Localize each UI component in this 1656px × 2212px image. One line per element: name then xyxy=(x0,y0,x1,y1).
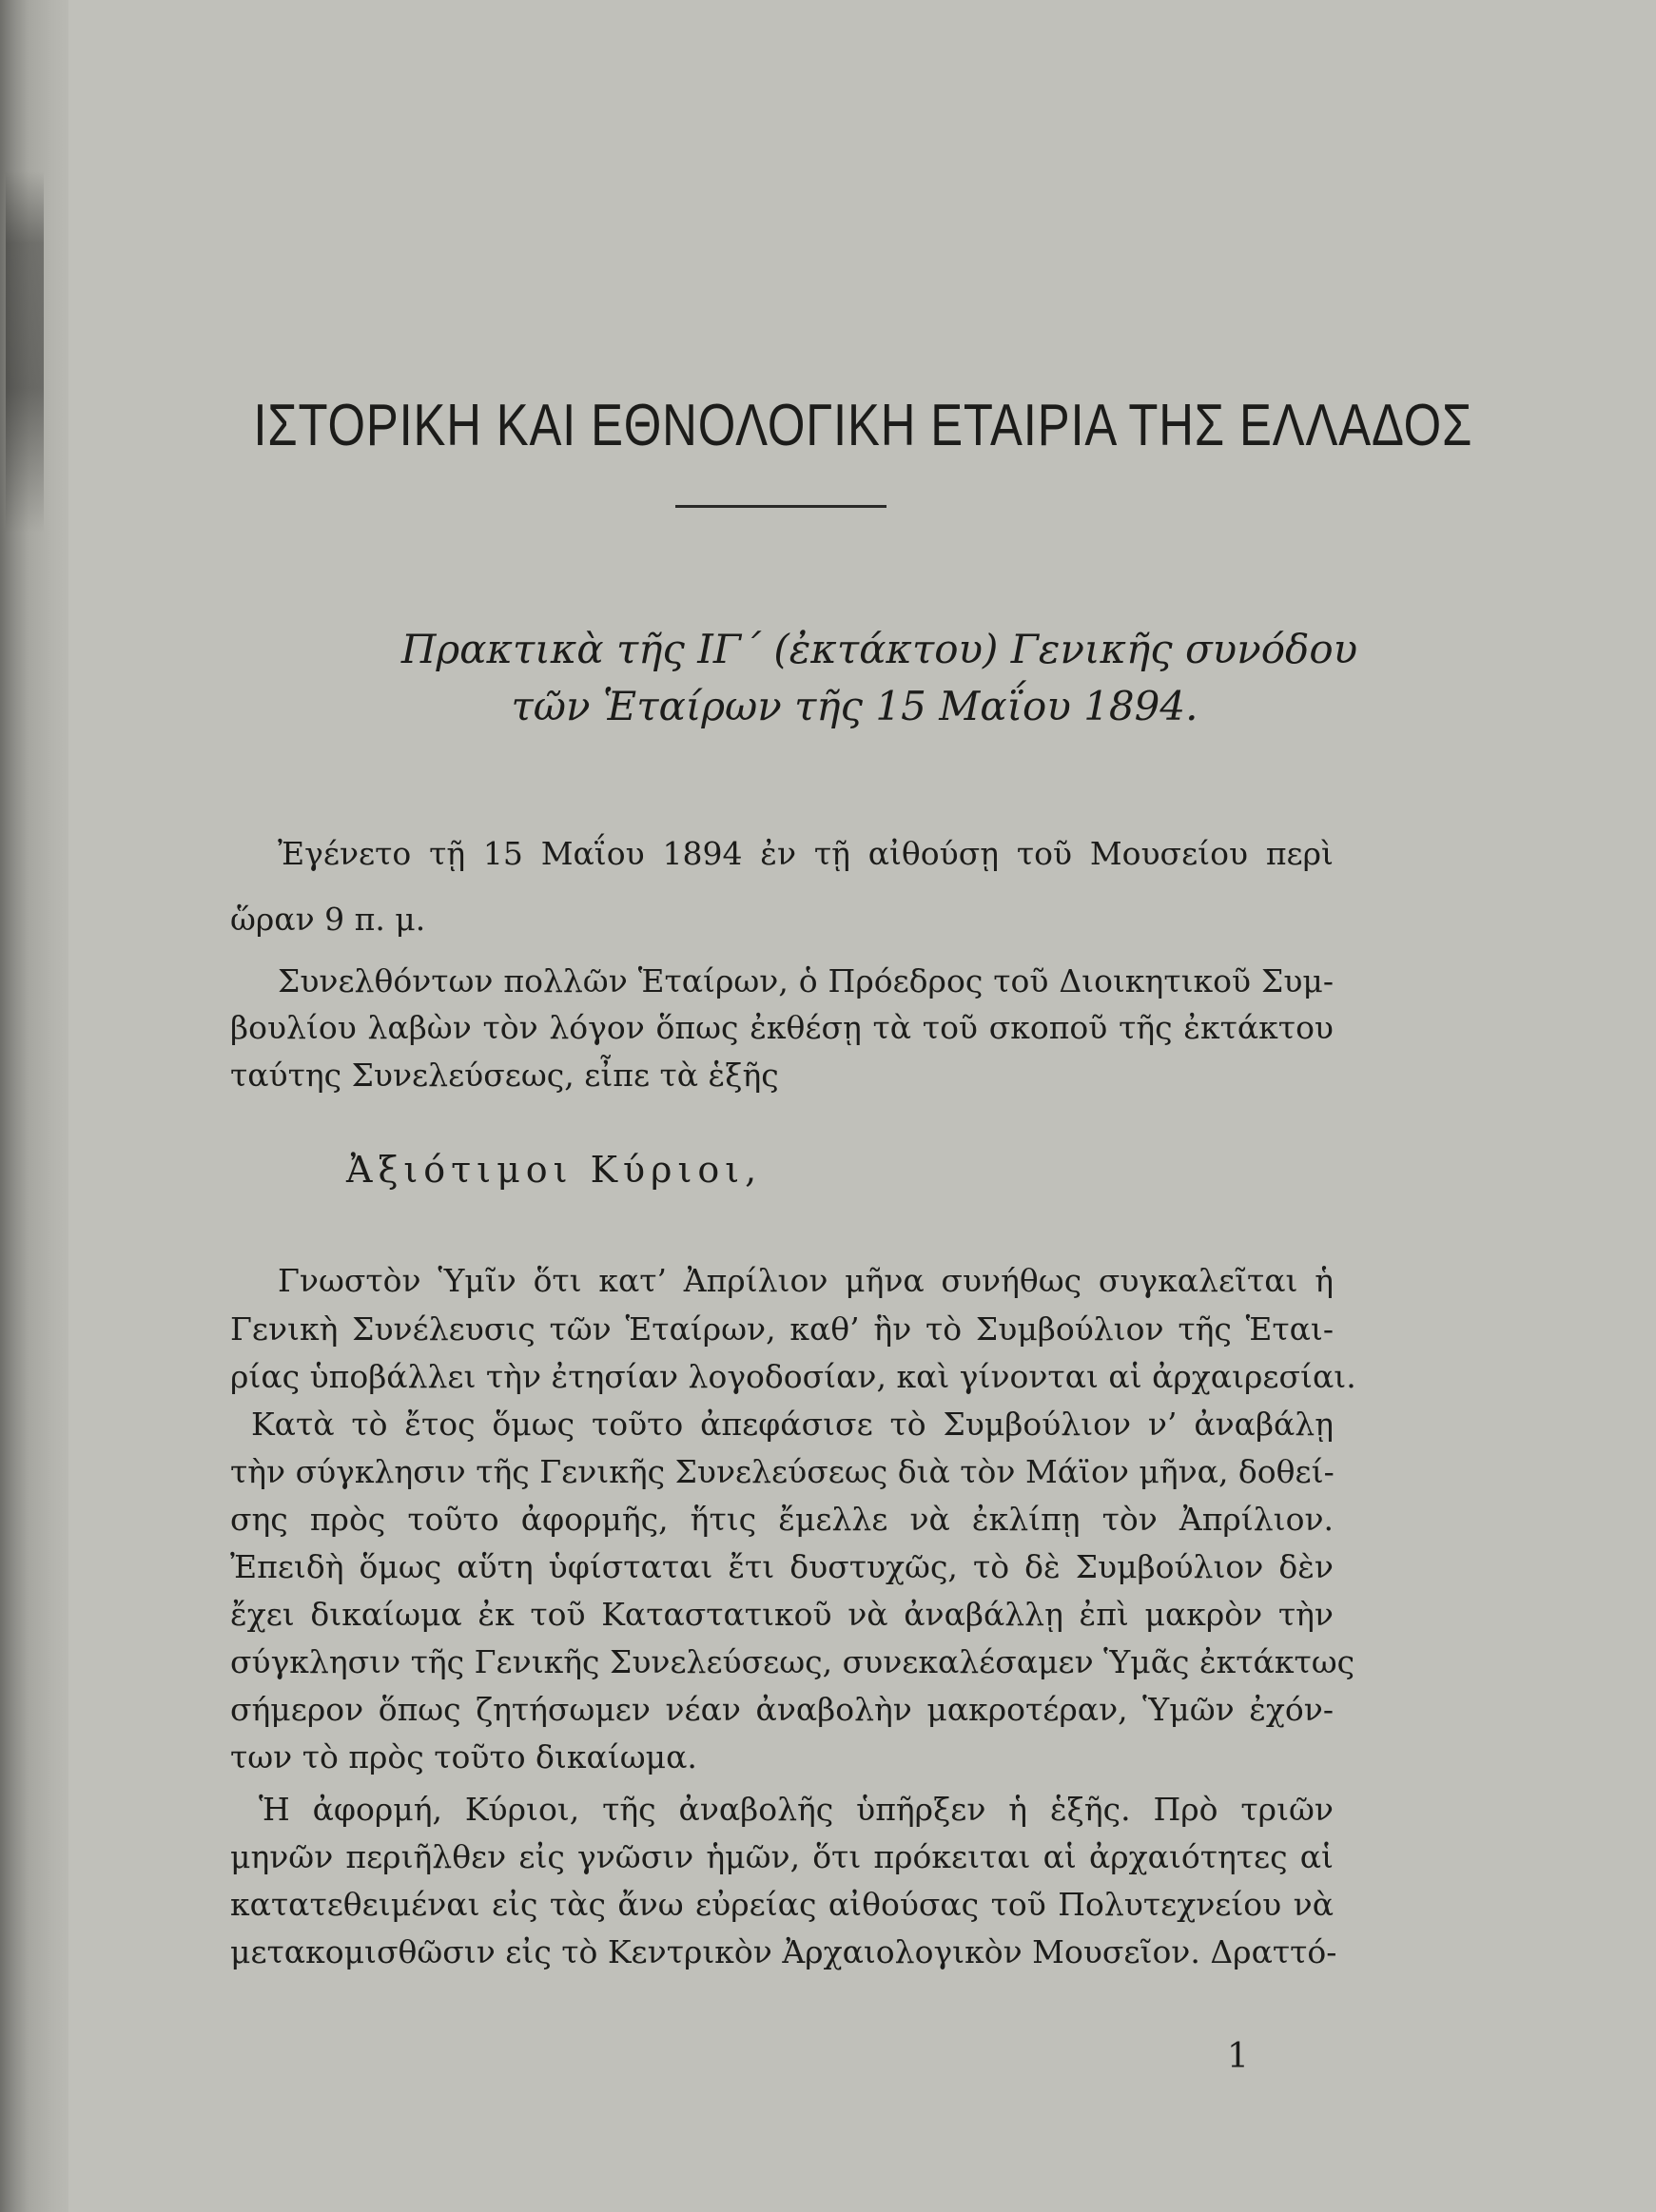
society-title: ΙΣΤΟΡΙΚΗ ΚΑΙ ΕΘΝΟΛΟΓΙΚΗ ΕΤΑΙΡΙΑ ΤΗΣ ΕΛΛΑΔΟΣ xyxy=(253,392,1473,458)
text-line: Συνελθόντων πολλῶν Ἑταίρων, ὁ Πρόεδρος τοῦ Διοικητικοῦ Συμ- xyxy=(278,962,1334,999)
text-line: των τὸ πρὸς τοῦτο δικαίωμα. xyxy=(230,1738,697,1775)
text-line: ἔχει δικαίωμα ἐκ τοῦ Καταστατικοῦ νὰ ἀναβάλλῃ ἐπὶ μακρὸν τὴν xyxy=(230,1596,1334,1633)
text-line: μηνῶν περιῆλθεν εἰς γνῶσιν ἡμῶν, ὅτι πρόκειται αἱ ἀρχαιότητες αἱ xyxy=(230,1838,1334,1875)
text-line: Ἐγένετο τῇ 15 Μαΐου 1894 ἐν τῇ αἰθούσῃ τοῦ Μουσείου περὶ xyxy=(278,835,1334,872)
text-line: σήμερον ὅπως ζητήσωμεν νέαν ἀναβολὴν μακροτέραν, Ὑμῶν ἐχόν- xyxy=(230,1691,1334,1728)
text-line: Ἡ ἀφορμή, Κύριοι, τῆς ἀναβολῆς ὑπῆρξεν ἡ ἑξῆς. Πρὸ τριῶν xyxy=(259,1791,1334,1828)
salutation: Ἀξιότιμοι Κύριοι, xyxy=(346,1149,763,1191)
page-number: 1 xyxy=(1227,2037,1249,2076)
text-line: Κατὰ τὸ ἔτος ὅμως τοῦτο ἀπεφάσισε τὸ Συμβούλιον ν’ ἀναβάλῃ xyxy=(251,1406,1334,1443)
text-line: Γενικὴ Συνέλευσις τῶν Ἑταίρων, καθ’ ἣν τὸ Συμβούλιον τῆς Ἑται- xyxy=(230,1310,1334,1348)
binding-stain xyxy=(6,171,44,533)
text-line: κατατεθειμέναι εἰς τὰς ἄνω εὐρείας αἰθούσας τοῦ Πολυτεχνείου νὰ xyxy=(230,1886,1334,1923)
text-line: ρίας ὑποβάλλει τὴν ἐτησίαν λογοδοσίαν, καὶ γίνονται αἱ ἀρχαιρεσίαι. xyxy=(230,1358,1356,1395)
text-line: σης πρὸς τοῦτο ἀφορμῆς, ἥτις ἔμελλε νὰ ἐκλίπῃ τὸν Ἀπρίλιον. xyxy=(230,1501,1334,1538)
minutes-subtitle-line-2: τῶν Ἑταίρων τῆς 15 Μαΐου 1894. xyxy=(511,683,1198,729)
text-line: ταύτης Συνελεύσεως, εἶπε τὰ ἑξῆς xyxy=(230,1057,779,1094)
text-line: σύγκλησιν τῆς Γενικῆς Συνελεύσεως, συνεκαλέσαμεν Ὑμᾶς ἐκτάκτως xyxy=(230,1643,1355,1680)
text-line: τὴν σύγκλησιν τῆς Γενικῆς Συνελεύσεως διὰ τὸν Μάϊον μῆνα, δοθεί- xyxy=(230,1453,1335,1490)
title-divider xyxy=(675,505,886,508)
text-line: βουλίου λαβὼν τὸν λόγον ὅπως ἐκθέσῃ τὰ τοῦ σκοποῦ τῆς ἐκτάκτου xyxy=(230,1009,1334,1046)
text-line: ὥραν 9 π. μ. xyxy=(230,901,426,938)
text-line: Γνωστὸν Ὑμῖν ὅτι κατ’ Ἀπρίλιον μῆνα συνήθως συγκαλεῖται ἡ xyxy=(278,1262,1334,1299)
text-line: μετακομισθῶσιν εἰς τὸ Κεντρικὸν Ἀρχαιολογικὸν Μουσεῖον. Δραττό- xyxy=(230,1933,1337,1970)
minutes-subtitle-line-1: Πρακτικὰ τῆς ΙΓ΄ (ἐκτάκτου) Γενικῆς συνόδου xyxy=(400,626,1358,672)
text-line: Ἐπειδὴ ὅμως αὕτη ὑφίσταται ἔτι δυστυχῶς, τὸ δὲ Συμβούλιον δὲν xyxy=(230,1548,1334,1585)
